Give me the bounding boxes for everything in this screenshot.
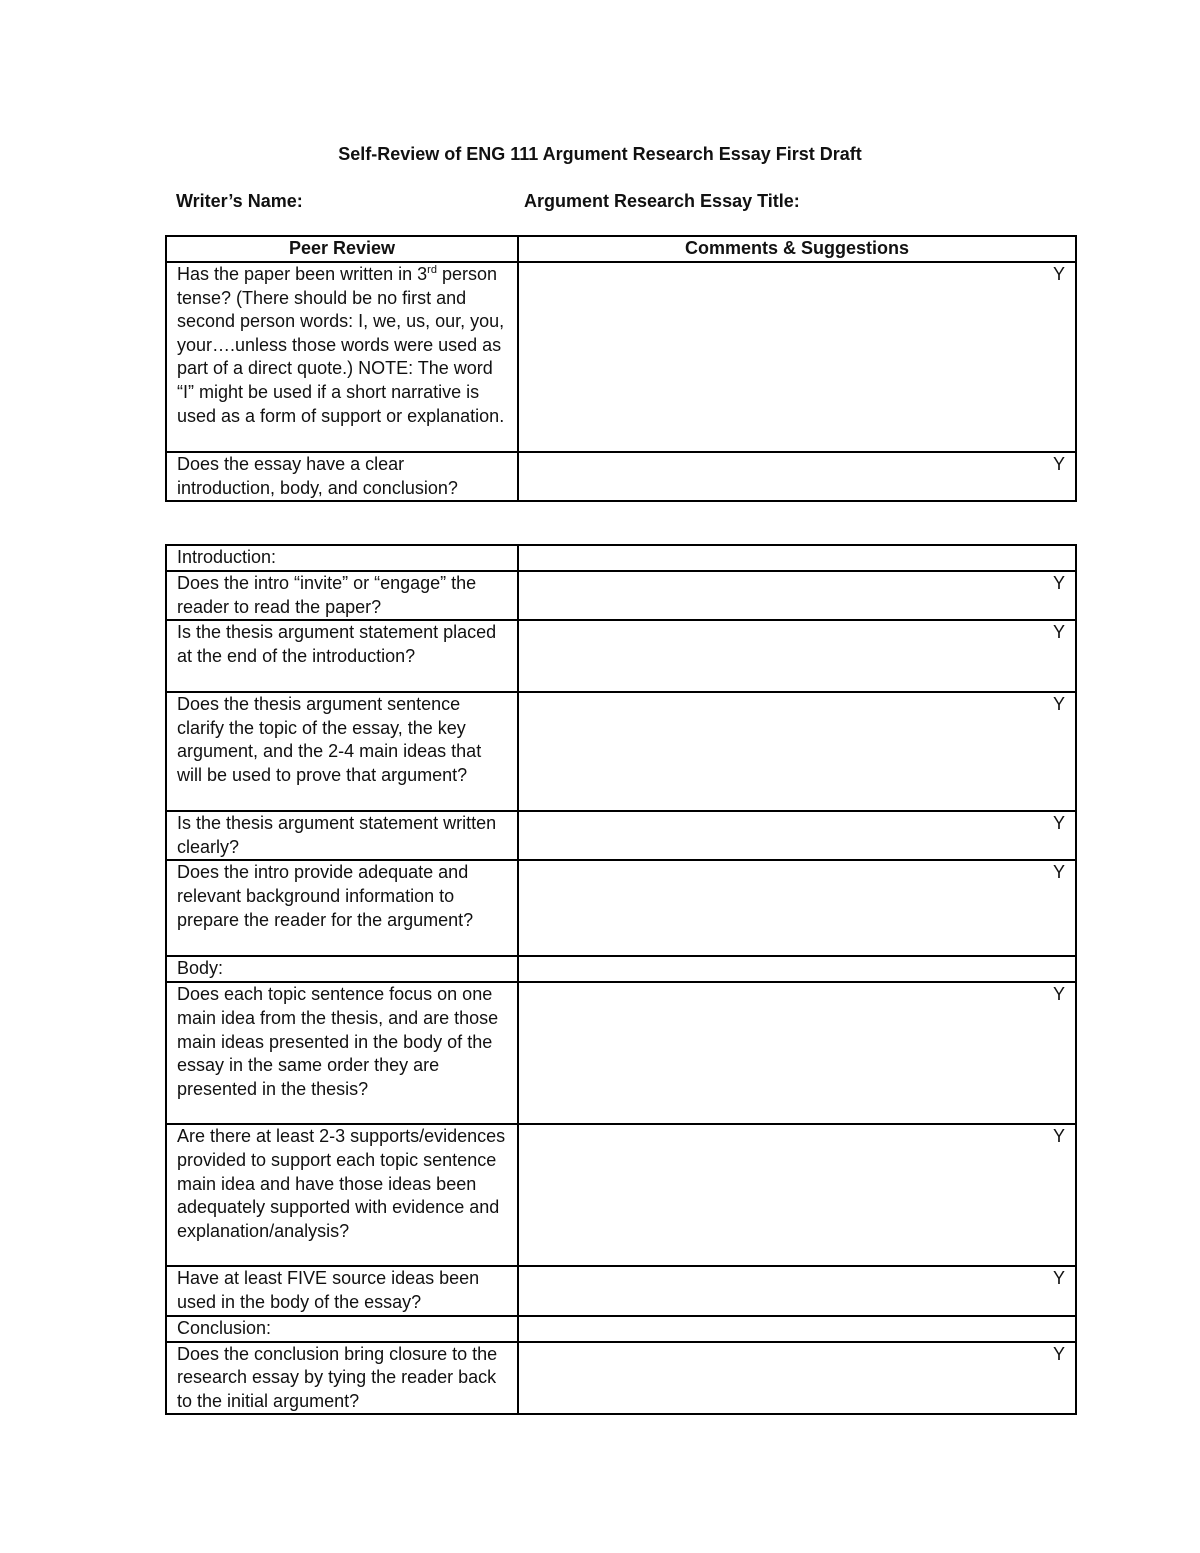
question-cell: Are there at least 2-3 supports/evidences provided to support each topic sentence main idea and have those ideas been adequately supported with evidence and explanation/analysis? (166, 1124, 518, 1266)
comment-cell[interactable] (518, 1266, 1076, 1315)
table-row (166, 620, 1076, 692)
table-header-row (166, 236, 1076, 262)
comment-cell[interactable] (518, 860, 1076, 956)
response-mark: Y (1052, 264, 1065, 284)
comment-cell[interactable] (518, 1342, 1076, 1415)
question-text-part: Has the paper been written in 3 (177, 264, 428, 284)
section-heading-body: Body: (166, 956, 518, 982)
question-cell: Does the thesis argument sentence clarify the topic of the essay, the key argument, and the 2-4 main ideas that will be used to prove that argument? (166, 692, 518, 811)
essay-title-label: Argument Research Essay Title: (524, 191, 800, 211)
comment-cell[interactable] (518, 452, 1076, 501)
comment-cell[interactable] (518, 982, 1076, 1124)
column-header-peer-review: Peer Review (166, 236, 518, 262)
table-row (166, 1342, 1076, 1415)
question-cell: Does the essay have a clear introduction, body, and conclusion? (166, 452, 518, 501)
table-row (166, 811, 1076, 860)
response-mark: Y (1052, 573, 1065, 593)
table-row (166, 262, 1076, 452)
question-text-part: person tense? (There should be no first and second person words: I, we, us, our, you, your….unless those words were used as part of a direct quote.) NOTE: The word “I” might be used if a short narrative is used as a form of support or explanation. (177, 264, 505, 426)
response-mark: Y (1052, 1343, 1065, 1364)
comment-cell (518, 956, 1076, 982)
table-row (166, 452, 1076, 501)
section-heading-row (166, 956, 1076, 982)
question-cell: Is the thesis argument statement written clearly? (166, 811, 518, 860)
comment-cell[interactable] (518, 262, 1076, 452)
section-heading-introduction: Introduction: (166, 545, 518, 571)
writer-name-label: Writer’s Name: (176, 191, 303, 211)
table-row (166, 692, 1076, 811)
response-mark: Y (1052, 622, 1065, 643)
response-mark: Y (1052, 984, 1065, 1005)
section-heading-conclusion: Conclusion: (166, 1316, 518, 1342)
question-cell: Does the intro “invite” or “engage” the reader to read the paper? (166, 571, 518, 620)
question-cell: Does the intro provide adequate and relevant background information to prepare the reader for the argument? (166, 860, 518, 956)
table-row (166, 1266, 1076, 1315)
response-mark: Y (1052, 813, 1065, 834)
comment-cell (518, 1316, 1076, 1342)
comment-cell[interactable] (518, 620, 1076, 692)
table-row (166, 1124, 1076, 1266)
section-heading-row (166, 1316, 1076, 1342)
question-cell: Does the conclusion bring closure to the research essay by tying the reader back to the initial argument? (166, 1342, 518, 1415)
question-cell: Is the thesis argument statement placed at the end of the introduction? (166, 620, 518, 692)
response-mark: Y (1052, 862, 1065, 883)
table-row (166, 860, 1076, 956)
question-cell: Have at least FIVE source ideas been used in the body of the essay? (166, 1266, 518, 1315)
comment-cell[interactable] (518, 811, 1076, 860)
table-row (166, 571, 1076, 620)
response-mark: Y (1052, 454, 1065, 474)
response-mark: Y (1052, 694, 1065, 715)
page-title: Self-Review of ENG 111 Argument Research Essay First Draft (338, 144, 862, 164)
table-row (166, 982, 1076, 1124)
comment-cell[interactable] (518, 692, 1076, 811)
response-mark: Y (1052, 1268, 1065, 1289)
comment-cell (518, 545, 1076, 571)
section-heading-row (166, 545, 1076, 571)
peer-review-table (165, 235, 1077, 502)
comment-cell[interactable] (518, 571, 1076, 620)
question-cell (166, 262, 518, 452)
response-mark: Y (1052, 1126, 1065, 1147)
superscript-ordinal: rd (427, 264, 437, 276)
comment-cell[interactable] (518, 1124, 1076, 1266)
question-cell: Does each topic sentence focus on one main idea from the thesis, and are those main ideas presented in the body of the essay in the same order they are presented in the thesis? (166, 982, 518, 1124)
section-review-table (165, 544, 1077, 1415)
column-header-comments: Comments & Suggestions (518, 236, 1076, 262)
